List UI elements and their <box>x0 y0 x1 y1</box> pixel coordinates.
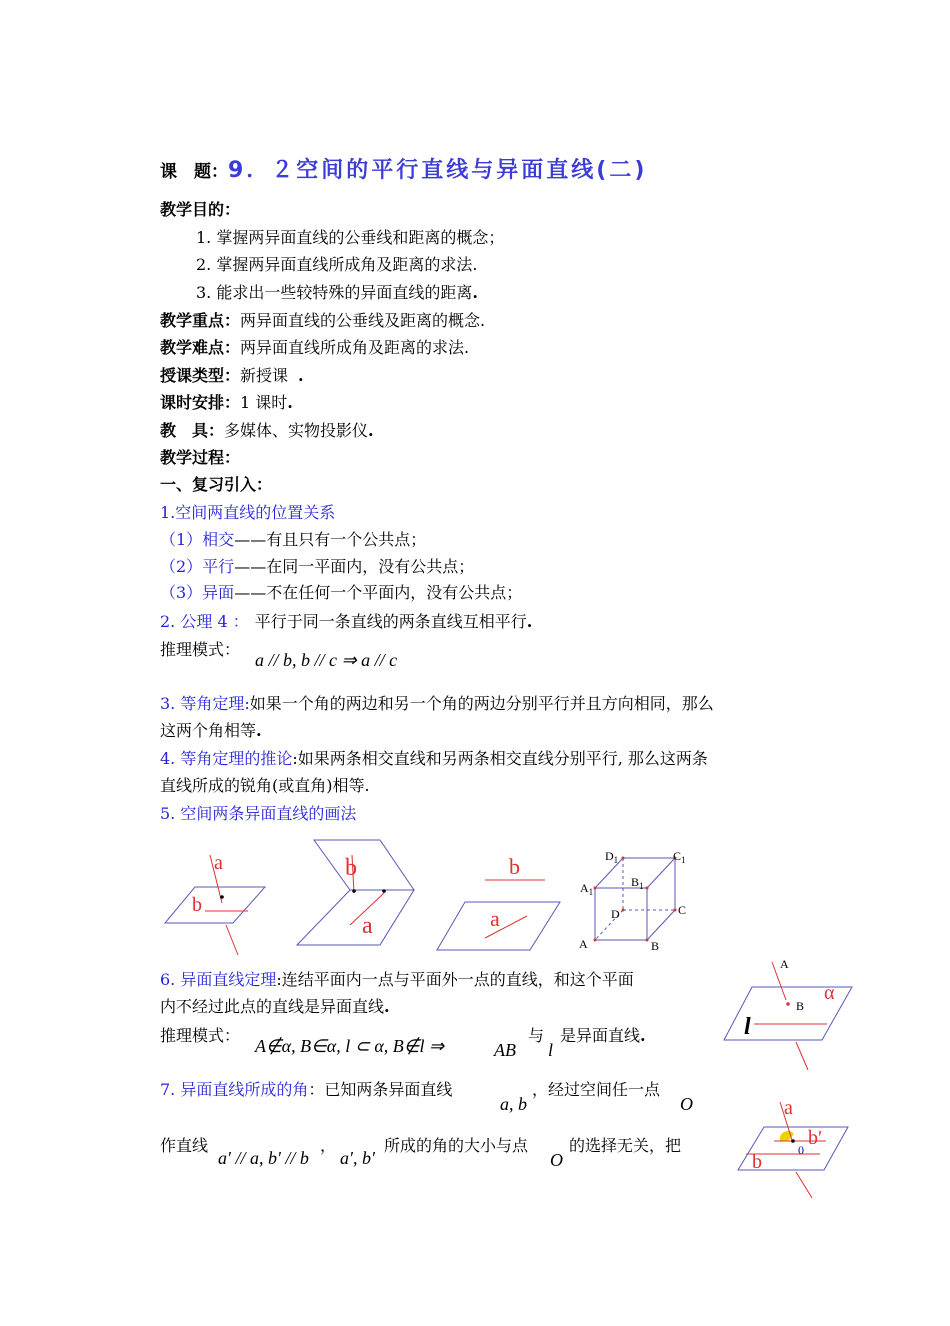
label-D1 <box>605 849 618 865</box>
label-l: l <box>744 1014 751 1040</box>
label-D: D <box>611 907 620 921</box>
s7-text2: ，经过空间任一点 <box>532 1080 661 1099</box>
s4-line2: 直线所成的锐角(或直角)相等. <box>160 776 370 795</box>
period-mark: . <box>298 366 304 385</box>
label-C: C <box>678 903 687 917</box>
s5-title: 5. 空间两条异面直线的画法 <box>160 804 357 823</box>
s1-item-1 <box>160 530 426 549</box>
s7-title: 7. 异面直线所成的角 <box>160 1080 309 1099</box>
s6-model-label: 推理模式： <box>160 1026 241 1045</box>
s3-title: 3. 等角定理: <box>160 694 250 713</box>
tools-label: 教 具： <box>160 421 225 440</box>
s7-text3: 所成的角的大小与点 <box>384 1136 529 1155</box>
s2-title: 2. 公理 4 ： <box>160 612 249 631</box>
label-D1-sub: 1 <box>613 855 619 865</box>
objective-item-1: 1. 掌握两异面直线的公垂线和距离的概念； <box>196 228 505 247</box>
s1-item-2-tag: （2）平行 <box>160 557 235 576</box>
label-C1-sub: 1 <box>681 855 686 865</box>
s1-item-3-text: ——不在任何一个平面内，没有公共点； <box>234 583 523 602</box>
objective-item-3 <box>196 283 478 302</box>
review-heading: 一、复习引入： <box>160 475 273 494</box>
key-point-label: 教学重点： <box>160 311 241 330</box>
label-A1-sub: 1 <box>588 887 594 897</box>
tools-text: 多媒体、实物投影仪 <box>224 421 369 440</box>
s2-row <box>160 612 532 631</box>
label-a: a <box>214 852 223 874</box>
period-mark: . <box>368 421 374 440</box>
s6-text2: 内不经过此点的直线是异面直线 <box>160 997 385 1016</box>
line-a-below <box>226 925 238 955</box>
s7-O2: O <box>550 1150 563 1170</box>
label-B1 <box>631 875 644 891</box>
s2-model-label: 推理模式： <box>160 640 241 659</box>
s1-title: 1.空间两直线的位置关系 <box>160 503 336 522</box>
s4-line1 <box>160 749 708 768</box>
s2-formula: a // b, b // c ⇒ a // c <box>255 650 398 670</box>
label-b-prime: b′ <box>808 1127 823 1149</box>
label-A: A <box>579 937 588 951</box>
cube-edges <box>595 858 675 940</box>
lower-plane-shape <box>297 890 414 945</box>
s7-ab: a, b <box>500 1094 527 1114</box>
label-B: B <box>651 939 660 953</box>
period-mark: . <box>640 1026 646 1045</box>
point-dot <box>352 889 356 893</box>
s1-item-2-text: ——在同一平面内，没有公共点； <box>234 557 475 576</box>
s1-item-1-text: ——有且只有一个公共点； <box>234 530 427 549</box>
difficulty-text: 两异面直线所成角及距离的求法. <box>240 338 470 357</box>
difficulty-label: 教学难点： <box>160 338 241 357</box>
s7-comma: ， <box>320 1136 337 1155</box>
period-mark: . <box>287 393 293 412</box>
period-mark: . <box>256 721 262 740</box>
objective-item-2: 2. 掌握两异面直线所成角及距离的求法. <box>196 255 478 274</box>
process-heading: 教学过程： <box>160 448 241 467</box>
label-b: b <box>345 855 357 881</box>
figure-skew-angle <box>736 1094 851 1199</box>
label-A: A <box>780 957 789 971</box>
s7-text4: 的选择无关，把 <box>569 1136 682 1155</box>
label-B1-sub: 1 <box>639 881 644 891</box>
label-B: B <box>796 999 805 1013</box>
s6-line2 <box>160 997 390 1016</box>
figure-skew-lines-2 <box>292 835 422 965</box>
point-dot <box>220 895 224 899</box>
title-label <box>160 162 228 182</box>
difficulty-row <box>160 338 469 357</box>
period-mark: . <box>472 283 478 302</box>
s6-line1 <box>160 970 634 989</box>
s3-line1 <box>160 694 714 713</box>
s4-title: 4. 等角定理的推论 <box>160 749 293 768</box>
key-point-row <box>160 311 485 330</box>
point-dot <box>382 889 386 893</box>
s6-title: 6. 异面直线定理 <box>160 970 277 989</box>
s7-formula1: a′ // a, b′ // b <box>218 1148 309 1168</box>
s7-formula2: a′, b′ <box>340 1148 375 1168</box>
s1-item-3-tag: （3）异面 <box>160 583 235 602</box>
label-alpha: α <box>824 982 835 1004</box>
plane-shape <box>165 887 265 923</box>
lesson-type-text: 新授课 <box>240 366 289 385</box>
s4-text1: :如果两条相交直线和另两条相交直线分别平行, 那么这两条 <box>292 749 708 768</box>
objective-item-3-text: 3. 能求出一些较特殊的异面直线的距离 <box>196 283 473 302</box>
s7-text1: ：已知两条异面直线 <box>308 1080 453 1099</box>
s3-text1: 如果一个角的两边和另一个角的两边分别平行并且方向相同，那么 <box>249 694 714 713</box>
line-AB-below <box>796 1042 808 1070</box>
figure-skew-lines-1 <box>160 845 270 960</box>
s6-text1: :连结平面内一点与平面外一点的直线，和这个平面 <box>276 970 634 989</box>
title-colon: ： <box>211 162 228 182</box>
label-O: 0 <box>798 1143 804 1157</box>
label-D1-main: D <box>605 849 614 863</box>
label-a: a <box>490 906 500 931</box>
s3-line2 <box>160 721 262 740</box>
label-a: a <box>362 913 373 939</box>
s2-text: 平行于同一条直线的两条直线互相平行 <box>254 612 527 631</box>
label-C1-main: C <box>673 849 682 863</box>
s7-line2-start: 作直线 <box>160 1136 209 1155</box>
s6-tail: 是异面直线 <box>560 1026 641 1045</box>
title-label-text: 课 题 <box>160 162 211 182</box>
s6-tail-row <box>560 1026 646 1045</box>
s7-line1 <box>160 1080 452 1099</box>
point-O <box>791 1139 795 1143</box>
label-C1 <box>673 849 686 865</box>
s6-formula: A∉α, B∈α, l ⊂ α, B∉l ⇒ <box>255 1036 445 1056</box>
key-point-text: 两异面直线的公垂线及距离的概念. <box>240 311 486 330</box>
period-mark: . <box>384 997 390 1016</box>
s6-and: 与 <box>528 1026 545 1045</box>
line-a-below <box>796 1172 812 1198</box>
s1-item-3 <box>160 583 522 602</box>
period-mark: . <box>526 612 533 631</box>
figure-skew-lines-3 <box>435 850 565 955</box>
s1-item-2 <box>160 557 474 576</box>
s6-ab: AB <box>494 1040 516 1060</box>
hours-text: 1 课时 <box>240 393 288 412</box>
hours-label: 课时安排： <box>160 393 241 412</box>
label-b: b <box>509 854 520 879</box>
point-B <box>786 1002 790 1006</box>
s1-item-1-tag: （1）相交 <box>160 530 235 549</box>
label-a: a <box>784 1097 793 1119</box>
label-A1-main: A <box>580 881 589 895</box>
hours-row <box>160 393 293 412</box>
label-b: b <box>752 1151 762 1173</box>
label-A1 <box>580 881 593 897</box>
tools-row <box>160 421 374 440</box>
s3-text2: 这两个角相等 <box>160 721 257 740</box>
figure-cube <box>575 840 695 960</box>
s7-O: O <box>680 1094 693 1114</box>
label-b: b <box>192 894 202 916</box>
upper-plane-shape <box>314 840 414 890</box>
lesson-type-label: 授课类型： <box>160 366 241 385</box>
label-B1-main: B <box>631 875 640 889</box>
page-title: 9．２空间的平行直线与异面直线(二) <box>228 158 648 183</box>
objectives-heading: 教学目的： <box>160 200 241 219</box>
lesson-type-row <box>160 366 304 385</box>
figure-skew-theorem <box>722 952 857 1072</box>
s6-l: l <box>548 1040 554 1060</box>
